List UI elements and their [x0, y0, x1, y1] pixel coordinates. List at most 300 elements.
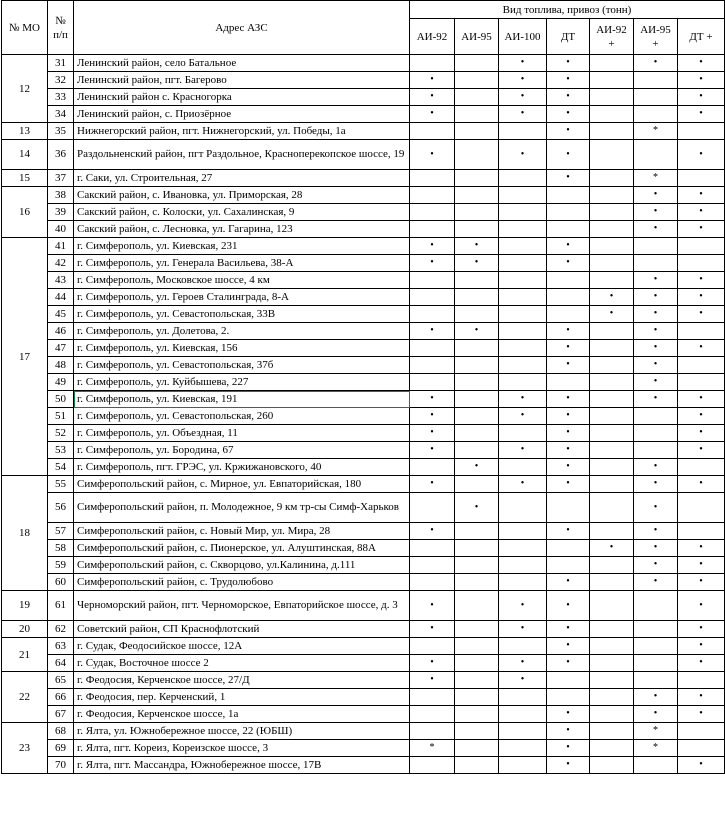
fuel-cell[interactable] — [634, 374, 678, 391]
fuel-cell[interactable] — [455, 221, 499, 238]
fuel-cell[interactable] — [678, 621, 725, 638]
fuel-cell[interactable] — [410, 574, 455, 591]
fuel-cell[interactable] — [590, 323, 634, 340]
fuel-cell[interactable] — [410, 493, 455, 523]
fuel-cell[interactable] — [499, 442, 547, 459]
fuel-cell[interactable] — [678, 574, 725, 591]
fuel-cell[interactable] — [547, 89, 590, 106]
fuel-cell[interactable] — [547, 170, 590, 187]
address-cell[interactable]: Симферопольский район, с. Новый Мир, ул. Мира, 28 — [74, 523, 410, 540]
fuel-cell[interactable] — [455, 55, 499, 72]
fuel-cell[interactable] — [678, 706, 725, 723]
fuel-cell[interactable] — [590, 289, 634, 306]
fuel-cell[interactable] — [499, 672, 547, 689]
fuel-cell[interactable] — [678, 170, 725, 187]
fuel-cell[interactable] — [634, 106, 678, 123]
row-number-cell[interactable]: 57 — [48, 523, 74, 540]
fuel-cell[interactable] — [678, 540, 725, 557]
row-number-cell[interactable]: 38 — [48, 187, 74, 204]
fuel-cell[interactable] — [590, 574, 634, 591]
fuel-cell[interactable] — [547, 357, 590, 374]
fuel-cell[interactable] — [499, 391, 547, 408]
fuel-cell[interactable] — [590, 187, 634, 204]
row-number-cell[interactable]: 47 — [48, 340, 74, 357]
fuel-cell[interactable] — [590, 689, 634, 706]
fuel-cell[interactable] — [410, 689, 455, 706]
row-number-cell[interactable]: 60 — [48, 574, 74, 591]
fuel-cell[interactable] — [410, 72, 455, 89]
fuel-cell[interactable] — [499, 187, 547, 204]
fuel-cell[interactable] — [634, 123, 678, 140]
address-cell[interactable]: г. Ялта, ул. Южнобережное шоссе, 22 (ЮБШ) — [74, 723, 410, 740]
row-number-cell[interactable]: 68 — [48, 723, 74, 740]
fuel-cell[interactable] — [634, 540, 678, 557]
fuel-cell[interactable] — [590, 459, 634, 476]
fuel-cell[interactable] — [590, 557, 634, 574]
row-number-cell[interactable]: 45 — [48, 306, 74, 323]
fuel-cell[interactable] — [678, 357, 725, 374]
fuel-cell[interactable] — [499, 493, 547, 523]
address-cell[interactable]: Сакский район, с. Ивановка, ул. Приморская, 28 — [74, 187, 410, 204]
fuel-cell[interactable] — [590, 340, 634, 357]
fuel-cell[interactable] — [590, 55, 634, 72]
fuel-cell[interactable] — [590, 123, 634, 140]
fuel-cell[interactable] — [590, 740, 634, 757]
address-cell[interactable]: г. Симферополь, ул. Киевская, 231 — [74, 238, 410, 255]
fuel-cell[interactable] — [678, 221, 725, 238]
fuel-cell[interactable] — [634, 493, 678, 523]
fuel-cell[interactable] — [499, 221, 547, 238]
fuel-cell[interactable] — [590, 638, 634, 655]
fuel-cell[interactable] — [499, 204, 547, 221]
fuel-cell[interactable] — [634, 140, 678, 170]
fuel-cell[interactable] — [499, 574, 547, 591]
fuel-cell[interactable] — [634, 723, 678, 740]
fuel-cell[interactable] — [678, 140, 725, 170]
fuel-cell[interactable] — [590, 89, 634, 106]
fuel-cell[interactable] — [410, 289, 455, 306]
fuel-cell[interactable] — [499, 123, 547, 140]
fuel-cell[interactable] — [410, 672, 455, 689]
fuel-cell[interactable] — [547, 689, 590, 706]
fuel-cell[interactable] — [455, 391, 499, 408]
row-number-cell[interactable]: 59 — [48, 557, 74, 574]
fuel-cell[interactable] — [590, 357, 634, 374]
fuel-cell[interactable] — [678, 323, 725, 340]
fuel-cell[interactable] — [634, 757, 678, 774]
row-number-cell[interactable]: 31 — [48, 55, 74, 72]
fuel-cell[interactable] — [678, 340, 725, 357]
mo-cell[interactable]: 20 — [2, 621, 48, 638]
fuel-cell[interactable] — [678, 689, 725, 706]
row-number-cell[interactable]: 37 — [48, 170, 74, 187]
fuel-cell[interactable] — [634, 221, 678, 238]
fuel-cell[interactable] — [499, 476, 547, 493]
row-number-cell[interactable]: 53 — [48, 442, 74, 459]
fuel-cell[interactable] — [410, 255, 455, 272]
fuel-cell[interactable] — [678, 89, 725, 106]
fuel-cell[interactable] — [455, 106, 499, 123]
fuel-cell[interactable] — [547, 757, 590, 774]
fuel-cell[interactable] — [634, 557, 678, 574]
fuel-cell[interactable] — [547, 289, 590, 306]
fuel-cell[interactable] — [678, 306, 725, 323]
fuel-cell[interactable] — [499, 723, 547, 740]
address-cell[interactable]: Сакский район, с. Колоски, ул. Сахалинская, 9 — [74, 204, 410, 221]
fuel-cell[interactable] — [678, 476, 725, 493]
address-cell[interactable]: Раздольненский район, пгт Раздольное, Красноперекопское шоссе, 19 — [74, 140, 410, 170]
row-number-cell[interactable]: 42 — [48, 255, 74, 272]
fuel-cell[interactable] — [410, 540, 455, 557]
fuel-cell[interactable] — [590, 476, 634, 493]
fuel-cell[interactable] — [547, 187, 590, 204]
fuel-cell[interactable] — [455, 238, 499, 255]
row-number-cell[interactable]: 33 — [48, 89, 74, 106]
fuel-cell[interactable] — [410, 391, 455, 408]
fuel-cell[interactable] — [590, 408, 634, 425]
address-cell[interactable]: Симферопольский район, п. Молодежное, 9 км тр-сы Симф-Харьков — [74, 493, 410, 523]
fuel-cell[interactable] — [410, 357, 455, 374]
fuel-cell[interactable] — [455, 706, 499, 723]
mo-cell[interactable]: 17 — [2, 238, 48, 476]
address-cell[interactable]: Сакский район, с. Лесновка, ул. Гагарина, 123 — [74, 221, 410, 238]
fuel-cell[interactable] — [590, 140, 634, 170]
fuel-cell[interactable] — [410, 757, 455, 774]
fuel-cell[interactable] — [590, 272, 634, 289]
fuel-cell[interactable] — [547, 72, 590, 89]
fuel-cell[interactable] — [410, 123, 455, 140]
address-cell[interactable]: г. Симферополь, ул. Долетова, 2. — [74, 323, 410, 340]
fuel-cell[interactable] — [499, 374, 547, 391]
fuel-cell[interactable] — [547, 655, 590, 672]
fuel-cell[interactable] — [678, 442, 725, 459]
fuel-cell[interactable] — [455, 123, 499, 140]
row-number-cell[interactable]: 41 — [48, 238, 74, 255]
fuel-cell[interactable] — [590, 306, 634, 323]
fuel-cell[interactable] — [678, 55, 725, 72]
fuel-cell[interactable] — [499, 55, 547, 72]
mo-cell[interactable]: 15 — [2, 170, 48, 187]
fuel-cell[interactable] — [499, 140, 547, 170]
fuel-cell[interactable] — [547, 106, 590, 123]
fuel-cell[interactable] — [410, 204, 455, 221]
fuel-cell[interactable] — [590, 204, 634, 221]
fuel-cell[interactable] — [455, 638, 499, 655]
address-cell[interactable]: г. Симферополь, ул. Киевская, 156 — [74, 340, 410, 357]
address-cell[interactable]: г. Симферополь, ул. Бородина, 67 — [74, 442, 410, 459]
address-cell[interactable]: Советский район, СП Краснофлотский — [74, 621, 410, 638]
fuel-cell[interactable] — [634, 523, 678, 540]
fuel-cell[interactable] — [590, 72, 634, 89]
fuel-cell[interactable] — [499, 540, 547, 557]
fuel-cell[interactable] — [410, 140, 455, 170]
address-cell[interactable]: г. Саки, ул. Строительная, 27 — [74, 170, 410, 187]
fuel-cell[interactable] — [455, 323, 499, 340]
fuel-cell[interactable] — [634, 621, 678, 638]
fuel-cell[interactable] — [634, 574, 678, 591]
fuel-cell[interactable] — [410, 557, 455, 574]
fuel-cell[interactable] — [455, 740, 499, 757]
fuel-cell[interactable] — [678, 187, 725, 204]
fuel-cell[interactable] — [455, 187, 499, 204]
address-cell[interactable]: Симферопольский район, с. Мирное, ул. Евпаторийская, 180 — [74, 476, 410, 493]
fuel-cell[interactable] — [455, 255, 499, 272]
address-cell[interactable]: г. Симферополь, ул. Героев Сталинграда, 8-А — [74, 289, 410, 306]
fuel-cell[interactable] — [410, 442, 455, 459]
mo-cell[interactable]: 18 — [2, 476, 48, 591]
fuel-cell[interactable] — [455, 540, 499, 557]
fuel-cell[interactable] — [634, 289, 678, 306]
fuel-cell[interactable] — [410, 272, 455, 289]
fuel-cell[interactable] — [410, 425, 455, 442]
address-cell[interactable]: г. Судак, Феодосийское шоссе, 12А — [74, 638, 410, 655]
fuel-cell[interactable] — [499, 340, 547, 357]
fuel-cell[interactable] — [678, 408, 725, 425]
fuel-cell[interactable] — [499, 72, 547, 89]
fuel-cell[interactable] — [410, 323, 455, 340]
fuel-cell[interactable] — [590, 493, 634, 523]
fuel-cell[interactable] — [455, 723, 499, 740]
address-cell[interactable]: Ленинский район, село Батальное — [74, 55, 410, 72]
fuel-cell[interactable] — [547, 638, 590, 655]
address-cell[interactable]: г. Феодосия, Керченское шоссе, 1а — [74, 706, 410, 723]
fuel-cell[interactable] — [499, 459, 547, 476]
fuel-cell[interactable] — [678, 106, 725, 123]
mo-cell[interactable]: 13 — [2, 123, 48, 140]
fuel-cell[interactable] — [410, 106, 455, 123]
address-cell[interactable]: Симферопольский район, с. Скворцово, ул.Калинина, д.111 — [74, 557, 410, 574]
fuel-cell[interactable] — [634, 306, 678, 323]
fuel-cell[interactable] — [590, 106, 634, 123]
address-cell[interactable]: г. Симферополь, ул. Генерала Васильева, 38-А — [74, 255, 410, 272]
fuel-cell[interactable] — [455, 655, 499, 672]
fuel-cell[interactable] — [634, 655, 678, 672]
row-number-cell[interactable]: 44 — [48, 289, 74, 306]
fuel-cell[interactable] — [499, 238, 547, 255]
fuel-cell[interactable] — [678, 204, 725, 221]
fuel-cell[interactable] — [499, 425, 547, 442]
fuel-cell[interactable] — [455, 72, 499, 89]
fuel-cell[interactable] — [590, 591, 634, 621]
row-number-cell[interactable]: 69 — [48, 740, 74, 757]
fuel-cell[interactable] — [547, 672, 590, 689]
fuel-cell[interactable] — [499, 357, 547, 374]
row-number-cell[interactable]: 67 — [48, 706, 74, 723]
row-number-cell[interactable]: 34 — [48, 106, 74, 123]
fuel-cell[interactable] — [547, 493, 590, 523]
fuel-cell[interactable] — [499, 106, 547, 123]
fuel-cell[interactable] — [678, 591, 725, 621]
address-cell[interactable]: г. Ялта, пгт. Массандра, Южнобережное шоссе, 17В — [74, 757, 410, 774]
fuel-cell[interactable] — [547, 408, 590, 425]
row-number-cell[interactable]: 51 — [48, 408, 74, 425]
fuel-cell[interactable] — [410, 306, 455, 323]
fuel-cell[interactable] — [590, 540, 634, 557]
fuel-cell[interactable] — [590, 442, 634, 459]
fuel-cell[interactable] — [455, 523, 499, 540]
fuel-cell[interactable] — [634, 459, 678, 476]
row-number-cell[interactable]: 50 — [48, 391, 74, 408]
fuel-cell[interactable] — [678, 723, 725, 740]
fuel-cell[interactable] — [547, 706, 590, 723]
fuel-cell[interactable] — [634, 170, 678, 187]
fuel-cell[interactable] — [678, 655, 725, 672]
fuel-cell[interactable] — [590, 621, 634, 638]
row-number-cell[interactable]: 32 — [48, 72, 74, 89]
fuel-cell[interactable] — [410, 170, 455, 187]
mo-cell[interactable]: 21 — [2, 638, 48, 672]
fuel-cell[interactable] — [634, 408, 678, 425]
fuel-cell[interactable] — [590, 425, 634, 442]
fuel-cell[interactable] — [410, 476, 455, 493]
fuel-cell[interactable] — [634, 442, 678, 459]
fuel-cell[interactable] — [547, 391, 590, 408]
fuel-cell[interactable] — [678, 493, 725, 523]
address-cell[interactable]: Ленинский район, с. Приозёрное — [74, 106, 410, 123]
row-number-cell[interactable]: 61 — [48, 591, 74, 621]
fuel-cell[interactable] — [634, 272, 678, 289]
fuel-cell[interactable] — [547, 523, 590, 540]
fuel-cell[interactable] — [547, 476, 590, 493]
address-cell[interactable]: г. Феодосия, Керченское шоссе, 27/Д — [74, 672, 410, 689]
address-cell[interactable]: Нижнегорский район, пгт. Нижнегорский, ул. Победы, 1а — [74, 123, 410, 140]
fuel-cell[interactable] — [455, 140, 499, 170]
mo-cell[interactable]: 22 — [2, 672, 48, 723]
fuel-cell[interactable] — [499, 89, 547, 106]
fuel-cell[interactable] — [678, 638, 725, 655]
mo-cell[interactable]: 14 — [2, 140, 48, 170]
fuel-cell[interactable] — [547, 557, 590, 574]
fuel-cell[interactable] — [499, 591, 547, 621]
fuel-cell[interactable] — [455, 493, 499, 523]
fuel-cell[interactable] — [499, 306, 547, 323]
row-number-cell[interactable]: 46 — [48, 323, 74, 340]
fuel-cell[interactable] — [499, 408, 547, 425]
fuel-cell[interactable] — [590, 255, 634, 272]
address-cell[interactable]: г. Симферополь, ул. Куйбышева, 227 — [74, 374, 410, 391]
fuel-cell[interactable] — [634, 204, 678, 221]
row-number-cell[interactable]: 64 — [48, 655, 74, 672]
fuel-cell[interactable] — [547, 723, 590, 740]
fuel-cell[interactable] — [590, 757, 634, 774]
fuel-cell[interactable] — [410, 459, 455, 476]
fuel-cell[interactable] — [410, 340, 455, 357]
fuel-cell[interactable] — [547, 540, 590, 557]
fuel-cell[interactable] — [547, 140, 590, 170]
fuel-cell[interactable] — [634, 476, 678, 493]
row-number-cell[interactable]: 62 — [48, 621, 74, 638]
fuel-cell[interactable] — [499, 255, 547, 272]
fuel-cell[interactable] — [499, 689, 547, 706]
address-cell[interactable]: г. Феодосия, пер. Керченский, 1 — [74, 689, 410, 706]
fuel-cell[interactable] — [547, 123, 590, 140]
fuel-cell[interactable] — [590, 706, 634, 723]
row-number-cell[interactable]: 49 — [48, 374, 74, 391]
fuel-cell[interactable] — [547, 442, 590, 459]
row-number-cell[interactable]: 43 — [48, 272, 74, 289]
fuel-cell[interactable] — [455, 574, 499, 591]
fuel-cell[interactable] — [455, 289, 499, 306]
address-cell[interactable]: г. Симферополь, пгт. ГРЭС, ул. Кржижановского, 40 — [74, 459, 410, 476]
fuel-cell[interactable] — [499, 272, 547, 289]
fuel-cell[interactable] — [455, 459, 499, 476]
fuel-cell[interactable] — [499, 740, 547, 757]
fuel-cell[interactable] — [590, 170, 634, 187]
fuel-cell[interactable] — [547, 221, 590, 238]
fuel-cell[interactable] — [634, 740, 678, 757]
fuel-cell[interactable] — [547, 740, 590, 757]
fuel-cell[interactable] — [678, 459, 725, 476]
fuel-cell[interactable] — [678, 238, 725, 255]
fuel-cell[interactable] — [455, 272, 499, 289]
fuel-cell[interactable] — [547, 340, 590, 357]
fuel-cell[interactable] — [678, 72, 725, 89]
fuel-cell[interactable] — [547, 591, 590, 621]
fuel-cell[interactable] — [634, 323, 678, 340]
fuel-cell[interactable] — [678, 123, 725, 140]
row-number-cell[interactable]: 65 — [48, 672, 74, 689]
fuel-cell[interactable] — [547, 204, 590, 221]
address-cell[interactable]: г. Симферополь, ул. Севастопольская, 260 — [74, 408, 410, 425]
fuel-cell[interactable] — [678, 255, 725, 272]
address-cell[interactable]: г. Симферополь, ул. Объездная, 11 — [74, 425, 410, 442]
fuel-cell[interactable] — [455, 621, 499, 638]
fuel-cell[interactable] — [678, 425, 725, 442]
fuel-cell[interactable] — [499, 706, 547, 723]
fuel-cell[interactable] — [634, 255, 678, 272]
fuel-cell[interactable] — [590, 523, 634, 540]
fuel-cell[interactable] — [410, 408, 455, 425]
fuel-cell[interactable] — [499, 170, 547, 187]
row-number-cell[interactable]: 70 — [48, 757, 74, 774]
row-number-cell[interactable]: 36 — [48, 140, 74, 170]
address-cell[interactable]: г. Симферополь, ул. Севастопольская, 33В — [74, 306, 410, 323]
fuel-cell[interactable] — [590, 672, 634, 689]
row-number-cell[interactable]: 48 — [48, 357, 74, 374]
row-number-cell[interactable]: 54 — [48, 459, 74, 476]
row-number-cell[interactable]: 63 — [48, 638, 74, 655]
fuel-cell[interactable] — [547, 238, 590, 255]
fuel-cell[interactable] — [410, 706, 455, 723]
fuel-cell[interactable] — [678, 374, 725, 391]
fuel-cell[interactable] — [547, 425, 590, 442]
fuel-cell[interactable] — [678, 557, 725, 574]
address-cell[interactable]: г. Судак, Восточное шоссе 2 — [74, 655, 410, 672]
fuel-cell[interactable] — [678, 740, 725, 757]
fuel-cell[interactable] — [455, 204, 499, 221]
fuel-cell[interactable] — [499, 621, 547, 638]
fuel-cell[interactable] — [499, 655, 547, 672]
address-cell[interactable]: Черноморский район, пгт. Черноморское, Евпаторийское шоссе, д. 3 — [74, 591, 410, 621]
fuel-cell[interactable] — [410, 523, 455, 540]
fuel-cell[interactable] — [547, 374, 590, 391]
fuel-cell[interactable] — [547, 574, 590, 591]
fuel-cell[interactable] — [634, 391, 678, 408]
fuel-cell[interactable] — [499, 557, 547, 574]
fuel-cell[interactable] — [547, 459, 590, 476]
fuel-cell[interactable] — [634, 340, 678, 357]
fuel-cell[interactable] — [634, 706, 678, 723]
fuel-cell[interactable] — [455, 408, 499, 425]
address-cell[interactable]: Симферопольский район, с. Пионерское, ул. Алуштинская, 88А — [74, 540, 410, 557]
fuel-cell[interactable] — [455, 476, 499, 493]
fuel-cell[interactable] — [499, 289, 547, 306]
fuel-cell[interactable] — [410, 187, 455, 204]
fuel-cell[interactable] — [410, 221, 455, 238]
fuel-cell[interactable] — [455, 442, 499, 459]
fuel-cell[interactable] — [410, 638, 455, 655]
fuel-cell[interactable] — [678, 672, 725, 689]
